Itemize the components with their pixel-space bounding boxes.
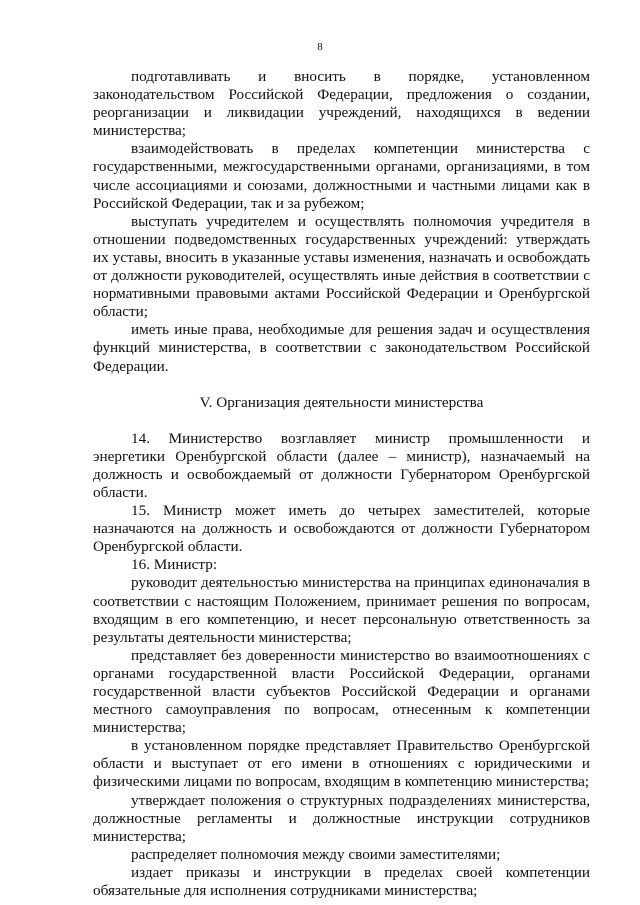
paragraph-approves: утверждает положения о структурных подразделениях министерства, должностные регламенты и должностные инструкции сотрудников министерства; (93, 791, 590, 845)
paragraph-14: 14. Министерство возглавляет министр промышленности и энергетики Оренбургской области (далее – министр), назначаемый на должность и освобождаемый от должности Губернатором Оренбургской области. (93, 429, 590, 501)
paragraph-15: 15. Министр может иметь до четырех заместителей, которые назначаются на должность и освобождаются от должности Губернатором Оренбургской области. (93, 502, 590, 556)
section-heading: V. Организация деятельности министерства (199, 393, 484, 411)
paragraph-distributes: распределяет полномочия между своими заместителями; (131, 845, 501, 863)
paragraph-16: 16. Министр: (131, 556, 218, 574)
paragraph-manages: руководит деятельностью министерства на принципах единоначалия в соответствии с настоящим Положением, принимает решения по вопросам, входящим в его компетенцию, и несет персональную ответственность за результаты деятельности министерства; (93, 574, 590, 646)
paragraph-founder: выступать учредителем и осуществлять полномочия учредителя в отношении подведомственных государственных учреждений: утверждать их уставы, вносить в указанные уставы изменения, назначать и освобождать от должности руководителей, осуществлять иные действия в соответствии с нормативными правовыми актами Российской Федерации и Оренбургской области; (93, 212, 590, 321)
paragraph-interact: взаимодействовать в пределах компетенции министерства с государственными, межгосударственными органами, организациями, в том числе ассоциациями и союзами, должностными и частными лицами как в Российской Федерации, так и за рубежом; (93, 140, 590, 212)
paragraph-issues-orders: издает приказы и инструкции в пределах своей компетенции обязательные для исполнения сотрудниками министерства; (93, 863, 590, 900)
paragraph-represents-government: в установленном порядке представляет Правительство Оренбургской области и выступает от его имени в отношениях с юридическими и физическими лицами по вопросам, входящим в компетенцию министерства; (93, 737, 590, 791)
page-number: 8 (317, 41, 323, 53)
paragraph-prepare-proposals: подготавливать и вносить в порядке, установленном законодательством Российской Федерации, предложения о создании, реорганизации и ликвидации учреждений, находящихся в ведении министерства; (93, 68, 590, 140)
document-body (93, 68, 590, 900)
paragraph-other-rights: иметь иные права, необходимые для решения задач и осуществления функций министерства, в соответствии с законодательством Российской Федерации. (93, 321, 590, 375)
paragraph-represents: представляет без доверенности министерство во взаимоотношениях с органами государственной власти Российской Федерации, органами государственной власти субъектов Российской Федерации и органами местного самоуправления по вопросам, отнесенным к компетенции министерства; (93, 646, 590, 737)
